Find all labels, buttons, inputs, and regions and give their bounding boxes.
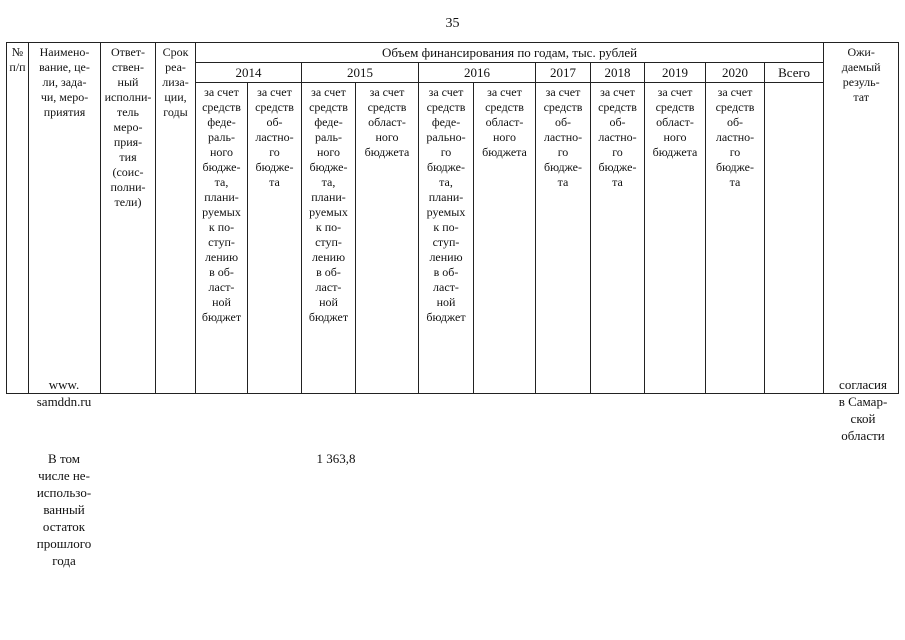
header-financing: Объем финансирования по годам, тыс. рублей bbox=[196, 43, 824, 63]
header-responsible: Ответ- ствен- ный исполни- тель меро- прия- тия (соис- полни- тели) bbox=[101, 43, 156, 394]
financing-table-header bbox=[6, 42, 899, 394]
header-term: Срок реа- лиза- ции, годы bbox=[156, 43, 196, 394]
sub-2017-regional: за счет средств об- ластно- го бюдже- та bbox=[536, 83, 591, 394]
sub-2014-regional: за счет средств об- ластно- го бюдже- та bbox=[248, 83, 302, 394]
header-total: Всего bbox=[765, 63, 824, 83]
year-2019: 2019 bbox=[645, 63, 706, 83]
row-label-unused-balance: В том числе не- использо- ванный остаток прошлого года bbox=[36, 451, 92, 568]
sub-2016-federal: за счет средств феде- рально- го бюдже- та, плани- руемых к по- ступ- лению в об- ласт- ной бюджет bbox=[419, 83, 474, 394]
expected-result-continued: согласия в Самар- ской области bbox=[838, 377, 888, 443]
year-2017: 2017 bbox=[536, 63, 591, 83]
header-name: Наимено- вание, це- ли, зада- чи, меро- приятия bbox=[29, 43, 101, 394]
sub-2020-regional: за счет средств об- ластно- го бюдже- та bbox=[706, 83, 765, 394]
sub-2015-federal: за счет средств феде- раль- ного бюдже- та, плани- руемых к по- ступ- лению в об- ласт- ной бюджет bbox=[302, 83, 356, 394]
sub-2019-regional: за счет средств област- ного бюджета bbox=[645, 83, 706, 394]
header-result: Ожи- даемый резуль- тат bbox=[824, 43, 899, 394]
page-number: 35 bbox=[445, 16, 460, 31]
sub-2016-regional: за счет средств област- ного бюджета bbox=[474, 83, 536, 394]
year-2015: 2015 bbox=[302, 63, 419, 83]
year-2014: 2014 bbox=[196, 63, 302, 83]
site-address: www. samddn.ru bbox=[36, 377, 92, 409]
sub-2015-regional: за счет средств област- ного бюджета bbox=[356, 83, 419, 394]
sub-total-empty bbox=[765, 83, 824, 394]
sub-2014-federal: за счет средств феде- раль- ного бюдже- та, плани- руемых к по- ступ- лению в об- ласт- ной бюджет bbox=[196, 83, 248, 394]
header-number: № п/п bbox=[7, 43, 29, 394]
year-2018: 2018 bbox=[591, 63, 645, 83]
row-value-2015-federal: 1 363,8 bbox=[316, 451, 356, 466]
year-2020: 2020 bbox=[706, 63, 765, 83]
year-2016: 2016 bbox=[419, 63, 536, 83]
sub-2018-regional: за счет средств об- ластно- го бюдже- та bbox=[591, 83, 645, 394]
